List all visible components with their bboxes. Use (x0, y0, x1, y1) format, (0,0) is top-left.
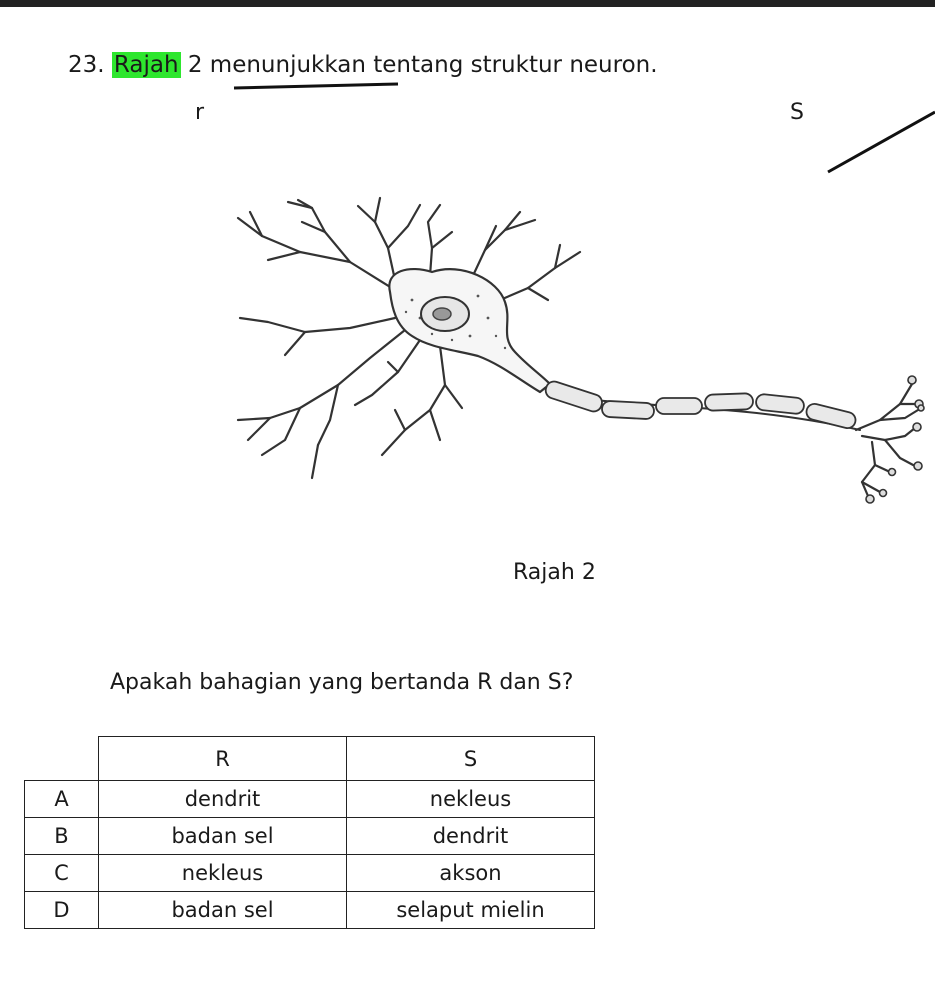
figure-caption: Rajah 2 (513, 560, 596, 585)
option-r: badan sel (99, 818, 347, 855)
terminal-knobs (866, 376, 924, 503)
label-r: r (195, 100, 205, 125)
option-s: nekleus (347, 781, 595, 818)
option-letter: A (25, 781, 99, 818)
highlighted-word: Rajah (113, 52, 179, 78)
header-s: S (347, 737, 595, 781)
cell-body (389, 269, 550, 392)
option-letter: B (25, 818, 99, 855)
label-s: S (790, 100, 804, 125)
pointer-line-s (828, 112, 935, 172)
nucleolus (433, 308, 451, 320)
table-row[interactable] (25, 855, 595, 892)
table-row[interactable] (25, 892, 595, 929)
header-blank-cell (25, 737, 99, 781)
table-header-row (25, 737, 595, 781)
option-s: selaput mielin (347, 892, 595, 929)
option-r: badan sel (99, 892, 347, 929)
option-letter: D (25, 892, 99, 929)
option-s: dendrit (347, 818, 595, 855)
dendrites (238, 198, 580, 478)
question-body: 2 menunjukkan tentang struktur neuron. (180, 52, 658, 78)
question-prompt: Apakah bahagian yang bertanda R dan S? (110, 670, 574, 695)
table-row[interactable] (25, 781, 595, 818)
header-r: R (99, 737, 347, 781)
pointer-line-r (234, 84, 398, 88)
question-number: 23. (68, 52, 105, 78)
table-row[interactable] (25, 818, 595, 855)
option-letter: C (25, 855, 99, 892)
option-r: nekleus (99, 855, 347, 892)
axon-terminals (856, 384, 918, 496)
myelin-sheath (544, 379, 858, 429)
option-s: akson (347, 855, 595, 892)
answer-table (24, 736, 595, 929)
option-r: dendrit (99, 781, 347, 818)
